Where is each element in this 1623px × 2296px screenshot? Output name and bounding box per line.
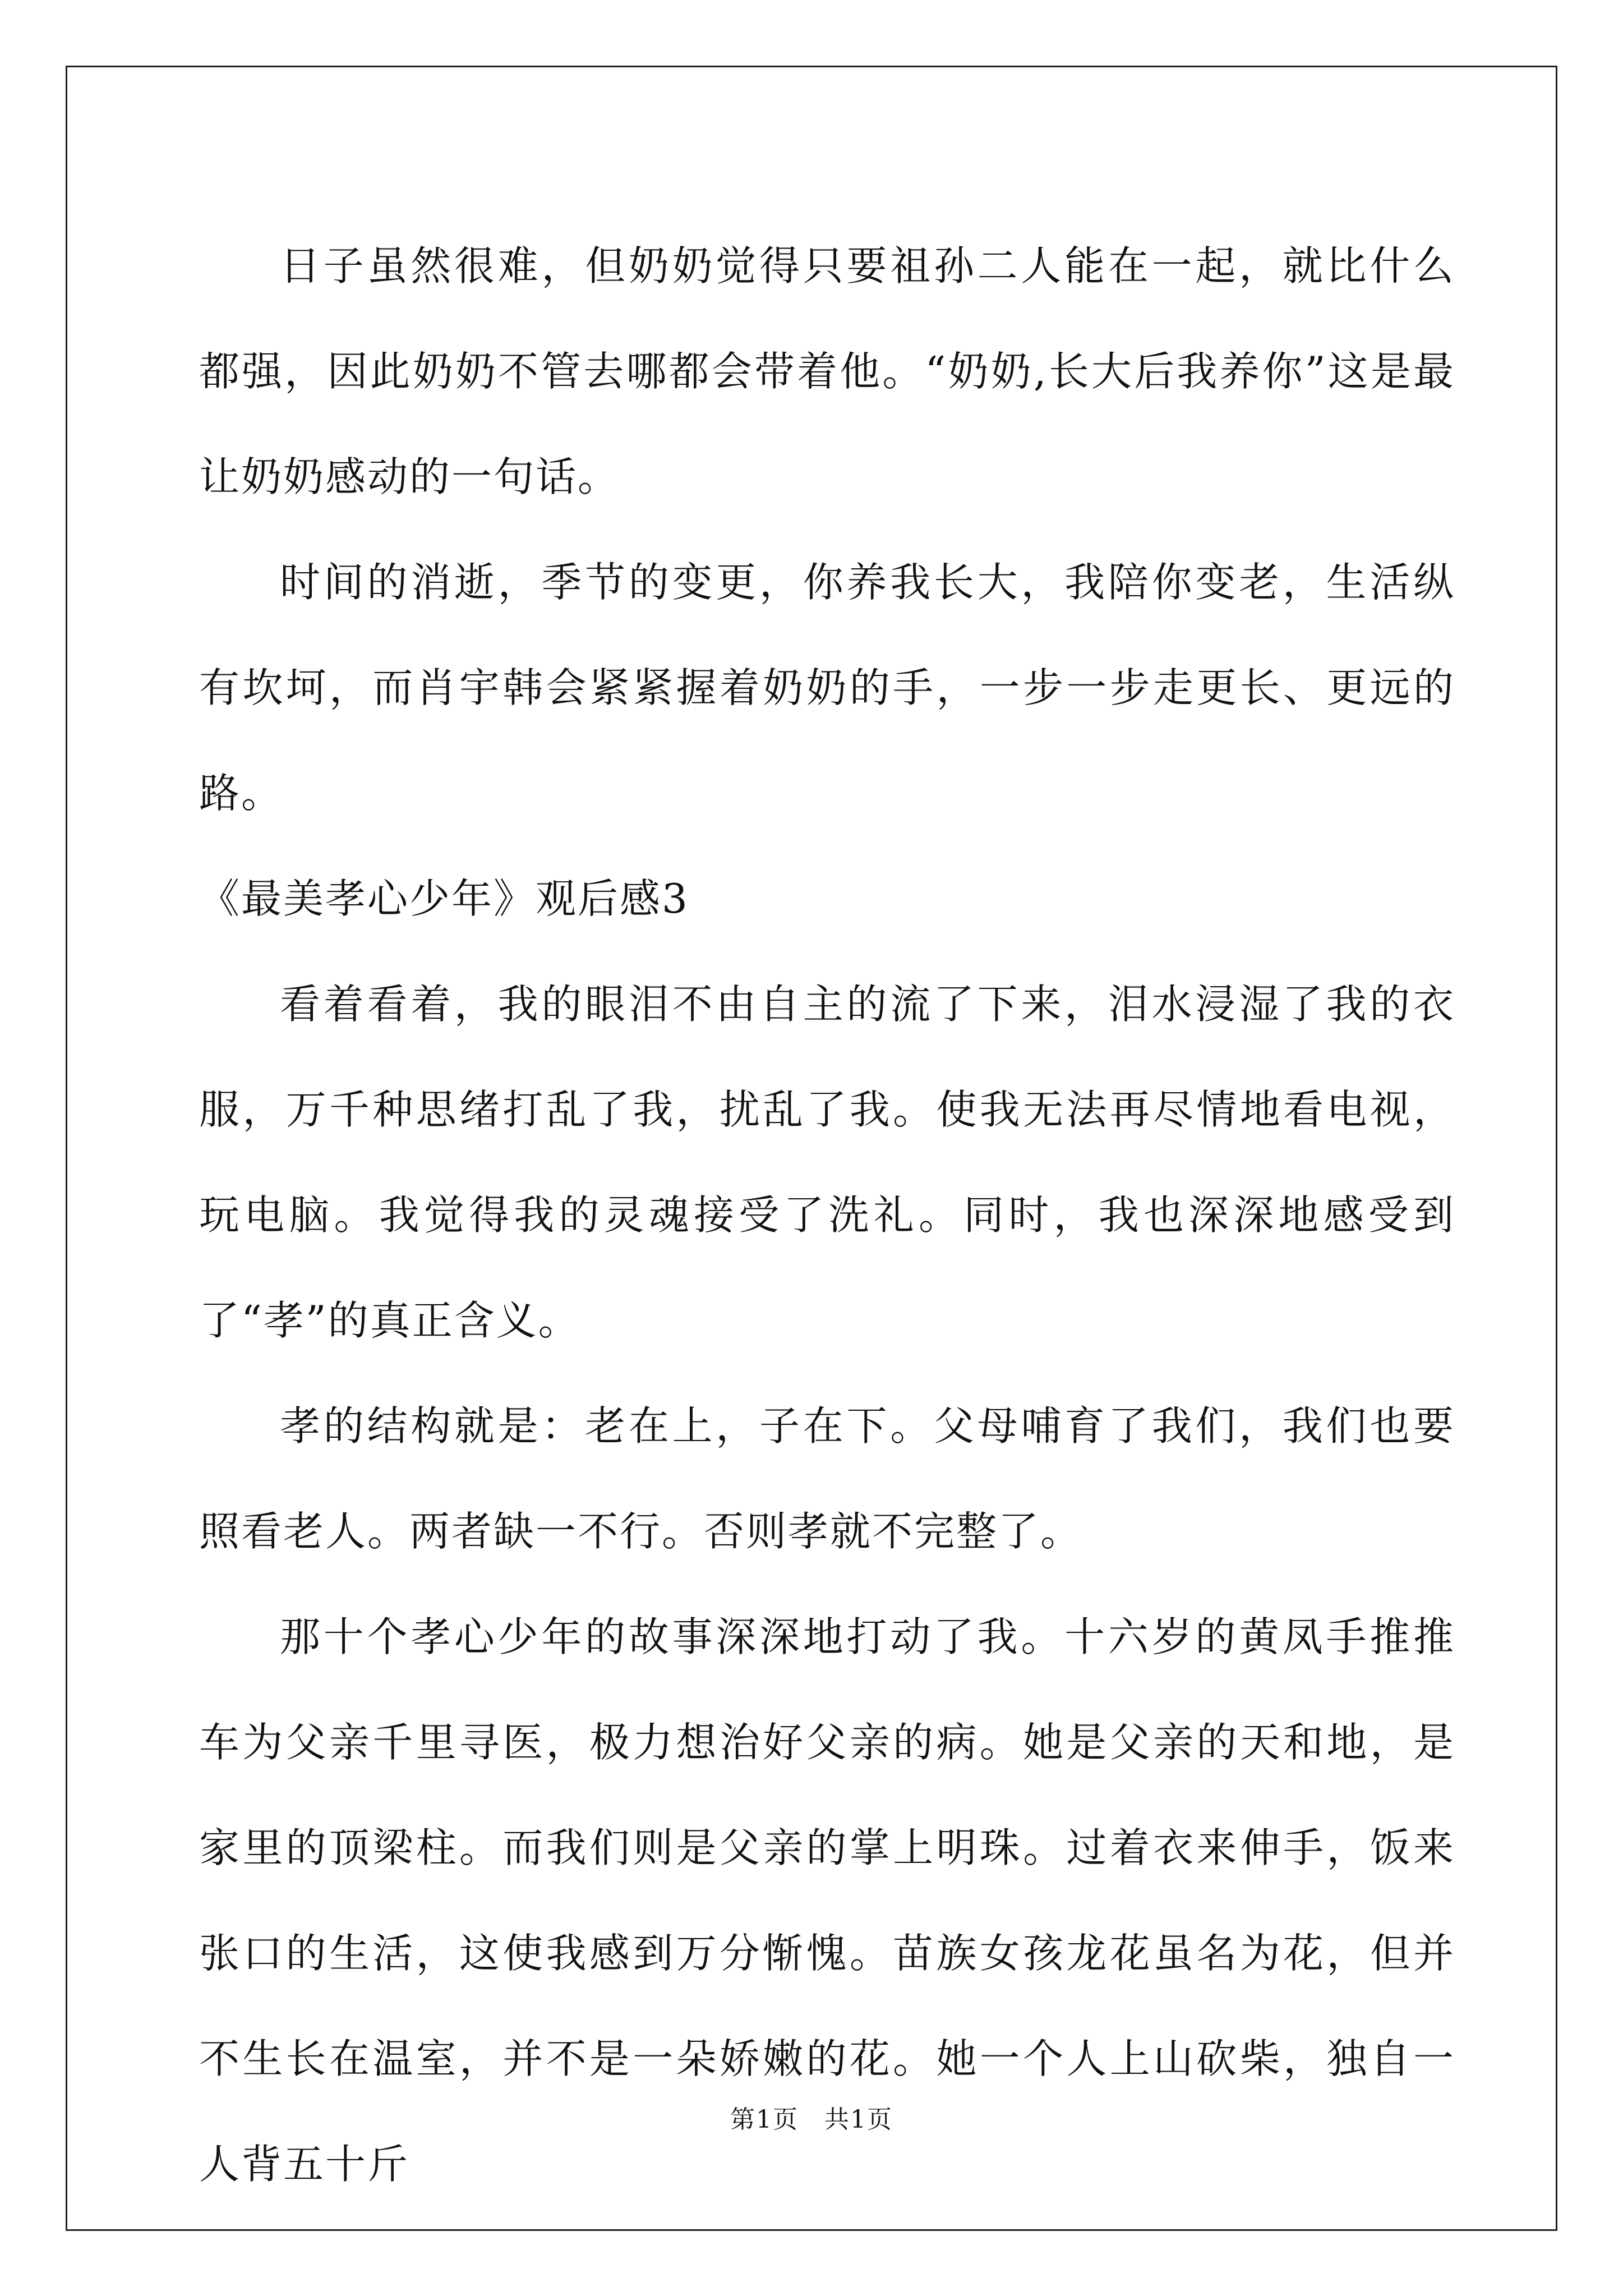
- section-heading: 《最美孝心少年》观后感3: [199, 875, 689, 922]
- document-body: [199, 213, 1455, 2217]
- page-number-footer: 第1页 共1页: [730, 2105, 893, 2134]
- paragraph: 那十个孝心少年的故事深深地打动了我。十六岁的黄凤手推推车为父亲千里寻医，极力想治好父亲的病。她是父亲的天和地，是家里的顶梁柱。而我们则是父亲的掌上明珠。过着衣来伸手，饭来张口的生活，这使我感到万分惭愧。苗族女孩龙花虽名为花，但并不生长在温室，并不是一朵娇嫩的花。她一个人上山砍柴，独自一人背五十斤: [199, 1613, 1455, 2188]
- paragraph: 日子虽然很难，但奶奶觉得只要祖孙二人能在一起，就比什么都强，因此奶奶不管去哪都会带着他。“奶奶,长大后我养你”这是最让奶奶感动的一句话。: [199, 242, 1455, 500]
- paragraph: 看着看着，我的眼泪不由自主的流了下来，泪水浸湿了我的衣服，万千种思绪打乱了我，扰乱了我。使我无法再尽情地看电视，玩电脑。我觉得我的灵魂接受了洗礼。同时，我也深深地感受到了“孝”的真正含义。: [199, 981, 1455, 1344]
- paragraph: 时间的消逝，季节的变更，你养我长大，我陪你变老，生活纵有坎坷，而肖宇韩会紧紧握着奶奶的手，一步一步走更长、更远的路。: [199, 559, 1455, 817]
- paragraph: 孝的结构就是：老在上，子在下。父母哺育了我们，我们也要照看老人。两者缺一不行。否则孝就不完整了。: [199, 1402, 1455, 1555]
